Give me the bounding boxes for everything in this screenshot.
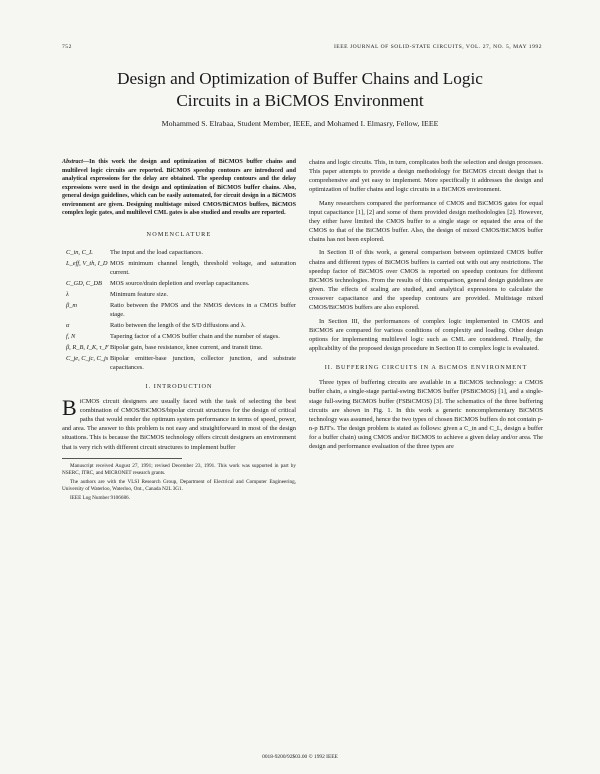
nomenclature-row	[62, 301, 296, 319]
footnote: The authors are with the VLSI Research Group, Department of Electrical and Computer Engineering, University of Waterloo, Waterloo, Ont., Canada N2L 3G1.	[62, 478, 296, 492]
nomenclature-row	[62, 290, 296, 299]
copyright-line: 0018-9200/92$03.00 © 1992 IEEE	[262, 754, 338, 760]
nomenclature-symbol: C_GD, C_DB	[66, 279, 102, 287]
body-paragraph: Three types of buffering circuits are available in a BiCMOS technology: a CMOS buffer chain, a single-stage partial-swing BiCMOS buffer (PSBiCMOS) [1], and a single-stage full-swing BiCMOS buffer (FSBiCMOS) [3]. The schematics of the three buffering circuits are shown in Fig. 1. In this work a generic noncomplementary BiCMOS technology was assumed, hence the two types of chosen BiCMOS buffers do not contain p-n-p BJT's. The design problem is stated as follows: given a C_in and C_L, design a buffer for a buffer chain) using CMOS and/or BiCMOS to achieve a given delay and/or area. The design and performance evaluation of the three types are	[309, 379, 543, 451]
footnote: IEEE Log Number 9106686.	[70, 494, 130, 501]
nomenclature-symbol: L_eff, V_th, I_D	[66, 259, 108, 267]
nomenclature-symbol: β, R_B, I_K, τ_F	[66, 343, 109, 351]
drop-cap: B	[62, 394, 77, 420]
nomenclature-row	[62, 321, 296, 330]
running-header: IEEE JOURNAL OF SOLID-STATE CIRCUITS, VOL. 27, NO. 5, MAY 1992	[333, 44, 542, 50]
paper-title-line-2: Circuits in a BiCMOS Environment	[176, 91, 424, 110]
nomenclature-list	[62, 248, 296, 372]
nomenclature-symbol: C_je, C_jc, C_js	[66, 354, 109, 362]
nomenclature-row	[62, 343, 296, 352]
nomenclature-heading: NOMENCLATURE	[146, 230, 212, 238]
nomenclature-definition: Tapering factor of a CMOS buffer chain and the number of stages.	[110, 332, 280, 340]
nomenclature-definition: Ratio between the length of the S/D diffusions and λ.	[110, 321, 246, 329]
nomenclature-symbol: α	[66, 321, 70, 329]
abstract	[62, 158, 296, 218]
nomenclature-row	[62, 248, 296, 257]
section-heading-buffering: II. BUFFERING CIRCUITS IN A BiCMOS ENVIRONMENT	[324, 364, 528, 372]
nomenclature-definition: The input and the load capacitances.	[110, 248, 203, 256]
body-paragraph: In Section III, the performances of complex logic implemented in CMOS and BiCMOS are compared for various conditions of complexity and loading. Other design options for implementing multilevel logic such as CML are considered. Finally, the applicability of the proposed design procedure in Section II to complex logic is evaluated.	[309, 317, 543, 352]
nomenclature-row	[62, 259, 296, 277]
paper-title-line-1: Design and Optimization of Buffer Chains and Logic	[117, 69, 483, 88]
page-number: 752	[62, 44, 72, 50]
abstract-label: Abstract	[62, 159, 83, 165]
nomenclature-symbol: f, N	[66, 332, 76, 340]
nomenclature-symbol: C_in, C_L	[66, 248, 93, 256]
left-column	[62, 158, 296, 504]
intro-paragraph	[62, 394, 296, 452]
nomenclature-definition: Bipolar emitter-base junction, collector junction, and substrate capacitances.	[110, 354, 296, 371]
author-line: Mohammed S. Elrabaa, Student Member, IEEE, and Mohamed I. Elmasry, Fellow, IEEE	[161, 119, 439, 128]
nomenclature-definition: MOS minimum channel length, threshold voltage, and saturation current.	[110, 259, 296, 276]
right-column	[309, 158, 543, 456]
nomenclature-row	[62, 354, 296, 372]
nomenclature-definition: Ratio between the PMOS and the NMOS devices in a CMOS buffer stage.	[110, 301, 296, 318]
body-paragraph: In Section II of this work, a general comparison between optimized CMOS buffer chains and different types of BiCMOS buffers is carried out with out any restrictions. The speedup factor of BiCMOS over CMOS is reported on speedup contours for different BiCMOS technologies. From the results of this comparison, general design guidelines are given. The effects of scaling are studied, and analytical expressions to calculate the crossover capacitance and the speedup contours are provided. Multistage mixed CMOS/BiCMOS buffers are also explored.	[309, 249, 543, 312]
nomenclature-definition: MOS source/drain depletion and overlap capacitances.	[110, 279, 250, 287]
nomenclature-definition: Minimum feature size.	[110, 290, 169, 298]
body-paragraph: Many researchers compared the performance of CMOS and BiCMOS gates for equal input capacitance [1], [2] and some of them provided design methodologies [2]. However, they either have limited the CMOS buffer to a single stage or equated the area of the CMOS to that of the BiCMOS buffer. Also, the design of mixed CMOS/BiCMOS buffer chains has not been explored.	[309, 199, 543, 244]
nomenclature-definition: Bipolar gain, base resistance, knee current, and transit time.	[110, 343, 263, 351]
footnotes	[62, 463, 296, 502]
section-heading-introduction: I. INTRODUCTION	[145, 382, 213, 390]
nomenclature-row	[62, 279, 296, 288]
nomenclature-symbol: λ	[66, 290, 69, 298]
body-paragraph: chains and logic circuits. This, in turn, complicates both the selection and design processes. This paper attempts to provide a design methodology for BiCMOS circuit design that is comprehensive and yet easy to implement. More specifically it addresses the design and optimization of buffer chains and logic circuits in a BiCMOS environment.	[309, 159, 543, 194]
nomenclature-symbol: β_m	[66, 301, 77, 309]
intro-text: iCMOS circuit designers are usually faced with the task of selecting the best combination of CMOS/BiCMOS/bipolar circuit structures for the design of critical paths that would render the optimum system performance in terms of speed, power, and area. The answer to this problem is not easy and straightforward in most of the design situations. This is because the BiCMOS technology offers circuit designers an environment that is very rich with different circuit structures to implement buffer	[62, 397, 296, 451]
abstract-text: —In this work the design and optimization of BiCMOS buffer chains and multilevel logic circuits are reported. BiCMOS speedup contours are introduced and analytical expressions for the delay are obtained. The speedup contours and the delay expressions were used in the design and optimization of BiCMOS buffer chains. Also, general design guidelines, which can be easily automated, for circuit design in a BiCMOS environment are given. Designing multistage mixed CMOS/BiCMOS buffers, BiCMOS complex logic gates, and multilevel CML gates is also studied and results are reported.	[62, 159, 296, 216]
nomenclature-row	[62, 332, 296, 341]
footnote: Manuscript received August 27, 1991; revised December 23, 1991. This work was supported in part by NSERC, ITRC, and MICRONET research grants.	[62, 462, 296, 476]
